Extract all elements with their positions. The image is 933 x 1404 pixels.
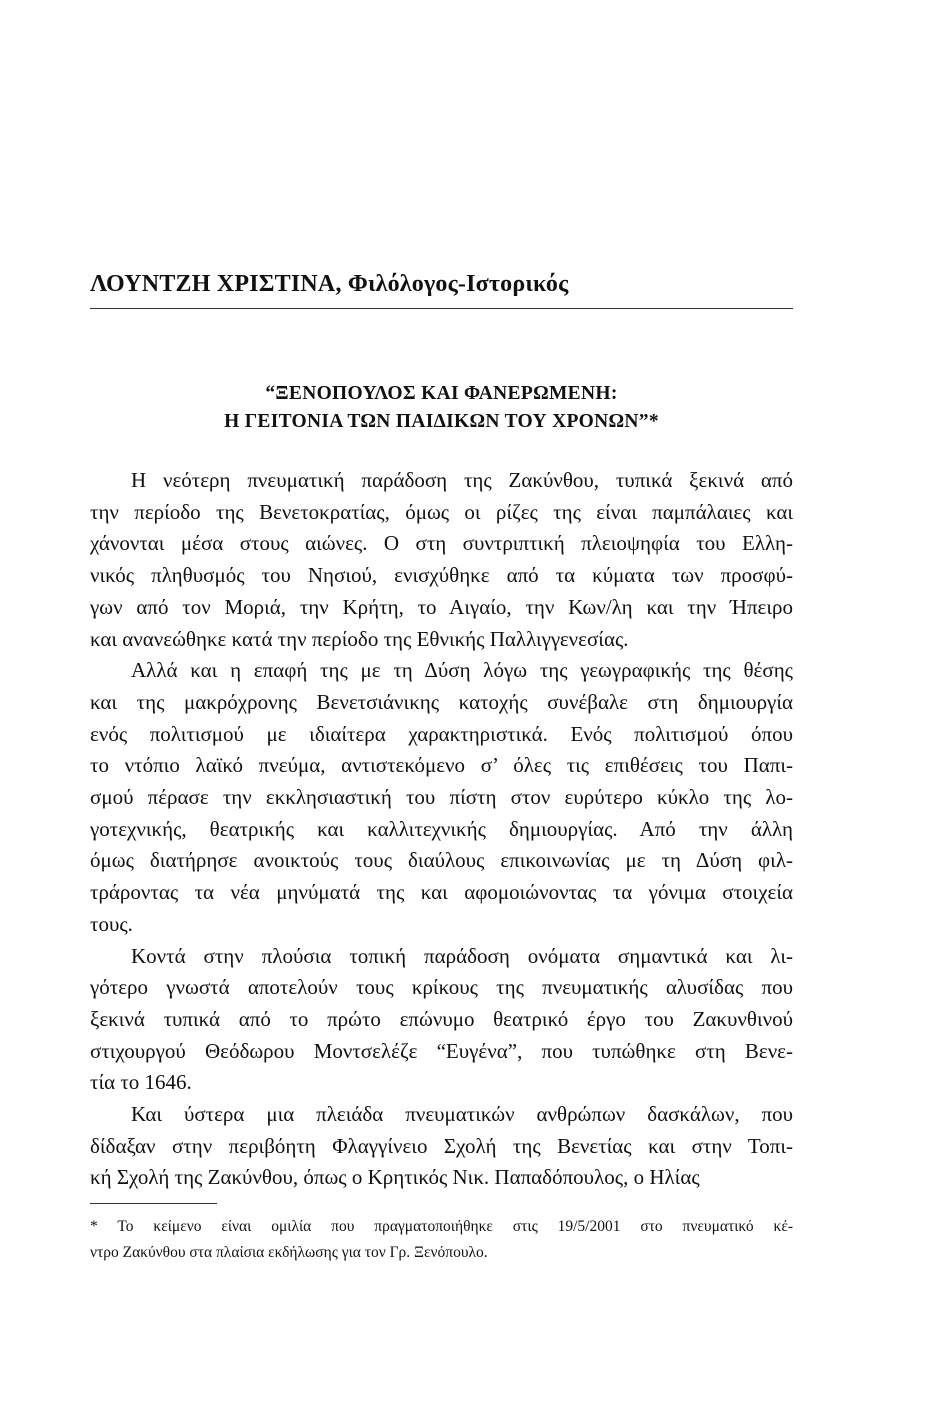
paragraph-line: την περίοδο της Βενετοκρατίας, όμως οι ρίζες της είναι παμπάλαιες και: [90, 499, 793, 524]
paragraph-line: στιχουργού Θεόδωρου Μοντσελέζε “Ευγένα”, που τυπώθηκε στη Βενε-: [90, 1038, 793, 1063]
paragraph-line: τία το 1646.: [90, 1070, 192, 1095]
paragraph-line: χάνονται μέσα στους αιώνες. Ο στη συντριπτική πλειοψηφία του Ελλη-: [90, 531, 793, 556]
author-role: Φιλόλογος-Ιστορικός: [347, 271, 569, 297]
paragraph-line: όμως διατήρησε ανοικτούς τους διαύλους επικοινωνίας με τη Δύση φιλ-: [90, 848, 793, 873]
footnote: [90, 1214, 793, 1266]
paragraph-line: γων από τον Μοριά, την Κρήτη, το Αιγαίο, την Κων/λη και την Ήπειρο: [90, 594, 793, 619]
paragraph-line: τράροντας τα νέα μηνύματά της και αφομοιώνοντας τα γόνιμα στοιχεία: [90, 880, 793, 905]
paragraph-line: τους.: [90, 911, 133, 936]
paragraph-line: το ντόπιο λαϊκό πνεύμα, αντιστεκόμενο σ’ όλες τις επιθέσεις του Παπι-: [90, 753, 793, 778]
footnote-line: * Το κείμενο είναι ομιλία που πραγματοποιήθηκε στις 19/5/2001 στο πνευματικό κέ-: [90, 1218, 793, 1235]
article-body: [90, 465, 793, 1194]
article-title: [90, 380, 793, 436]
title-line-2: Η ΓΕΙΤΟΝΙΑ ΤΩΝ ΠΑΙΔΙΚΩΝ ΤΟΥ ΧΡΟΝΩΝ”*: [224, 411, 659, 432]
body-paragraph: [90, 1099, 793, 1194]
paragraph-line: σμού πέρασε την εκκλησιαστική του πίστη στον ευρύτερο κύκλο της λο-: [90, 785, 793, 810]
paragraph-line: και ανανεώθηκε κατά την περίοδο της Εθνικής Παλλιγγενεσίας.: [90, 626, 629, 651]
paragraph-line: Και ύστερα μια πλειάδα πνευματικών ανθρώπων δασκάλων, που: [131, 1102, 793, 1127]
body-paragraph: [90, 465, 793, 655]
author-heading: [90, 268, 790, 300]
paragraph-line: ενός πολιτισμού με ιδιαίτερα χαρακτηριστικά. Ενός πολιτισμού όπου: [90, 721, 793, 746]
body-paragraph: [90, 655, 793, 940]
footnote-rule: [90, 1203, 217, 1204]
paragraph-line: δίδαξαν στην περιβόητη Φλαγγίνειο Σχολή της Βενετίας και στην Τοπι-: [90, 1133, 793, 1158]
header-rule: [90, 308, 793, 309]
paragraph-line: κή Σχολή της Ζακύνθου, όπως ο Κρητικός Νικ. Παπαδόπουλος, ο Ηλίας: [90, 1165, 700, 1190]
paragraph-line: νικός πληθυσμός του Νησιού, ενισχύθηκε από τα κύματα των προσφύ-: [90, 563, 793, 588]
paragraph-line: Αλλά και η επαφή της με τη Δύση λόγω της γεωγραφικής της θέσης: [131, 658, 793, 683]
body-paragraph: [90, 941, 793, 1100]
footnote-line: ντρο Ζακύνθου στα πλαίσια εκδήλωσης για τον Γρ. Ξενόπουλο.: [90, 1244, 488, 1261]
paragraph-line: Η νεότερη πνευματική παράδοση της Ζακύνθου, τυπικά ξεκινά από: [131, 468, 793, 492]
title-line-1: “ΞΕΝΟΠΟΥΛΟΣ ΚΑΙ ΦΑΝΕΡΩΜΕΝΗ:: [265, 383, 618, 404]
paragraph-line: ξεκινά τυπικά από το πρώτο επώνυμο θεατρικό έργο του Ζακυνθινού: [90, 1006, 793, 1031]
paragraph-line: Κοντά στην πλούσια τοπική παράδοση ονόματα σημαντικά και λι-: [131, 943, 793, 968]
paragraph-line: και της μακρόχρονης Βενετσιάνικης κατοχής συνέβαλε στη δημιουργία: [90, 689, 793, 714]
paragraph-line: γότερο γνωστά αποτελούν τους κρίκους της πνευματικής αλυσίδας που: [90, 975, 793, 1000]
paragraph-line: γοτεχνικής, θεατρικής και καλλιτεχνικής δημιουργίας. Από την άλλη: [90, 816, 793, 841]
author-name: ΛΟΥΝΤΖΗ ΧΡΙΣΤΙΝΑ,: [90, 271, 342, 297]
